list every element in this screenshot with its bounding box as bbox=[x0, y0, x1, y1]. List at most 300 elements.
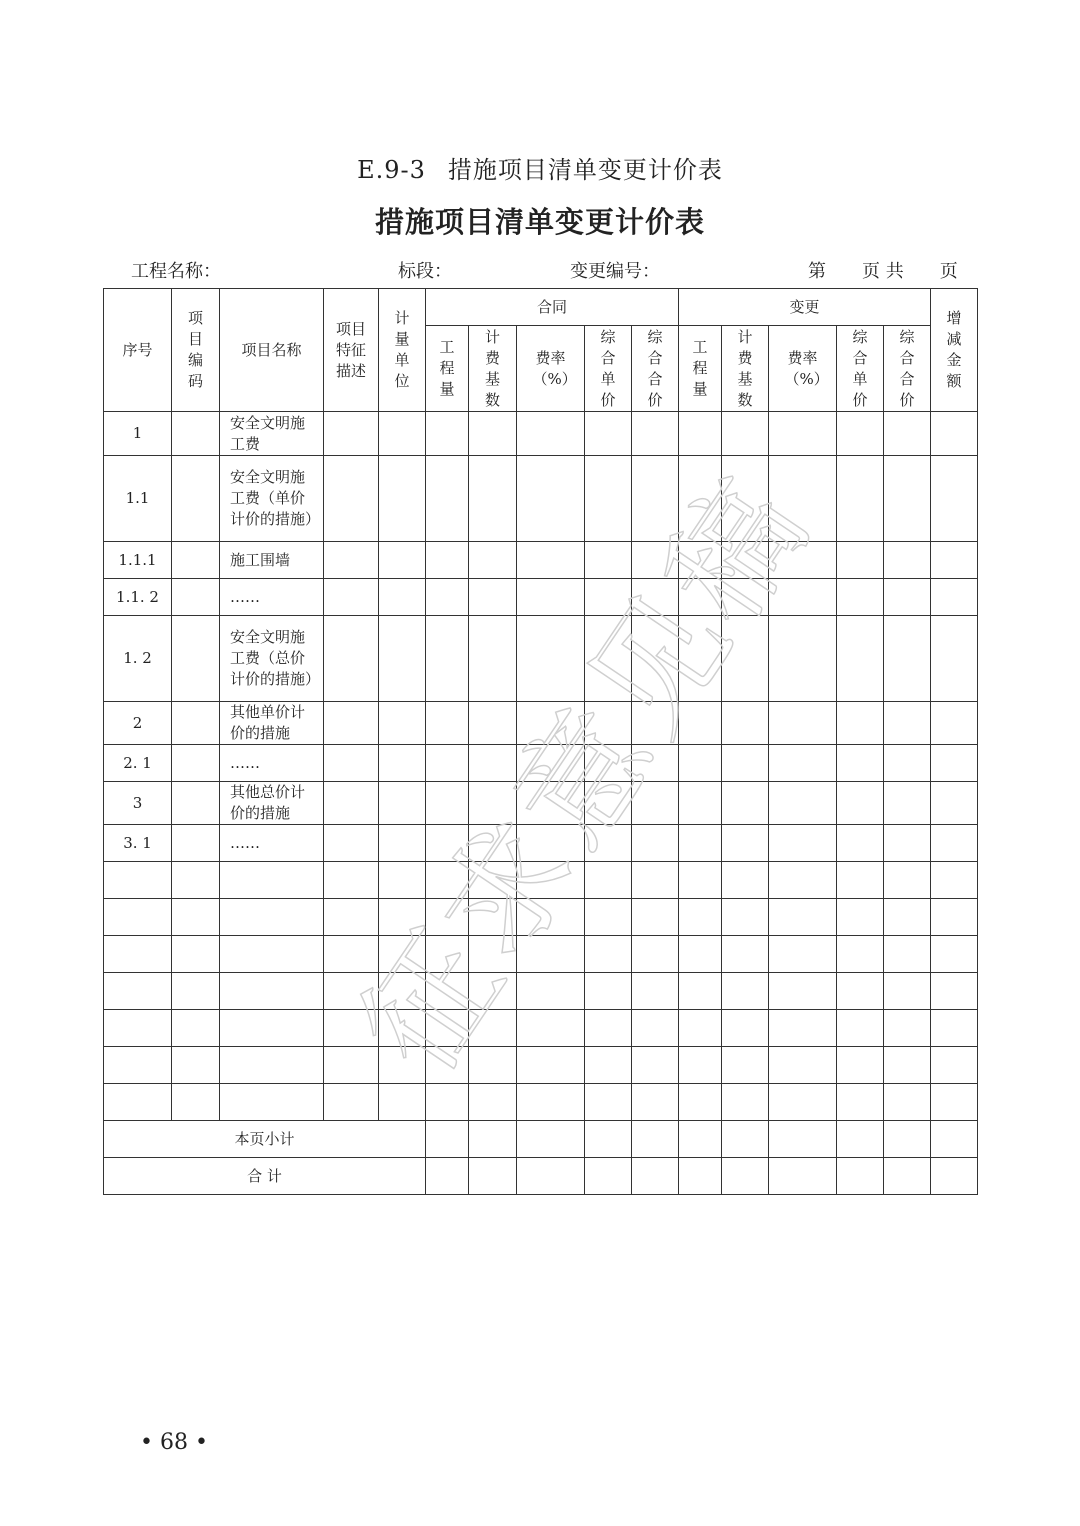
table-cell bbox=[679, 1121, 722, 1158]
table-cell bbox=[769, 1047, 837, 1084]
table-cell bbox=[585, 1121, 632, 1158]
table-cell bbox=[379, 782, 426, 825]
table-cell bbox=[884, 973, 931, 1010]
table-cell bbox=[722, 782, 769, 825]
table-row bbox=[104, 702, 978, 745]
table-cell bbox=[722, 745, 769, 782]
table-cell bbox=[585, 412, 632, 456]
table-cell bbox=[379, 702, 426, 745]
table-cell bbox=[931, 782, 978, 825]
table-cell bbox=[632, 899, 679, 936]
row-item-name bbox=[220, 973, 324, 1010]
table-cell bbox=[679, 702, 722, 745]
table-cell bbox=[324, 1047, 379, 1084]
watermark-text: 征求意见稿 bbox=[332, 450, 839, 1099]
table-cell bbox=[585, 579, 632, 616]
table-cell bbox=[884, 1084, 931, 1121]
table-cell bbox=[426, 412, 469, 456]
row-seq: 2 bbox=[104, 702, 172, 745]
table-cell bbox=[769, 899, 837, 936]
table-cell bbox=[722, 899, 769, 936]
table-row bbox=[104, 973, 978, 1010]
table-cell bbox=[426, 702, 469, 745]
table-cell bbox=[722, 412, 769, 456]
table-row bbox=[104, 899, 978, 936]
table-cell bbox=[426, 782, 469, 825]
table-cell bbox=[469, 973, 517, 1010]
table-cell bbox=[469, 745, 517, 782]
table-cell bbox=[722, 936, 769, 973]
header-contract: 合同 bbox=[426, 289, 679, 326]
table-cell bbox=[426, 616, 469, 702]
table-cell bbox=[585, 1084, 632, 1121]
table-row bbox=[104, 1047, 978, 1084]
table-cell bbox=[379, 745, 426, 782]
row-item-name: 其他总价计价的措施 bbox=[220, 782, 324, 825]
table-cell bbox=[884, 1158, 931, 1195]
header-row-top bbox=[104, 289, 978, 326]
table-cell bbox=[679, 1047, 722, 1084]
table-cell bbox=[679, 456, 722, 542]
row-seq: 2. 1 bbox=[104, 745, 172, 782]
table-cell bbox=[426, 1010, 469, 1047]
table-cell bbox=[379, 1084, 426, 1121]
row-seq bbox=[104, 936, 172, 973]
table-cell bbox=[585, 702, 632, 745]
table-cell bbox=[469, 862, 517, 899]
table-cell bbox=[931, 1121, 978, 1158]
table-cell bbox=[585, 862, 632, 899]
row-item-name: 安全文明施工费（单价计价的措施） bbox=[220, 456, 324, 542]
table-cell bbox=[324, 825, 379, 862]
table-cell bbox=[722, 702, 769, 745]
table-cell bbox=[884, 616, 931, 702]
table-cell bbox=[172, 936, 220, 973]
table-cell bbox=[172, 973, 220, 1010]
header-change-rate: 费率（%） bbox=[769, 326, 837, 412]
table-cell bbox=[517, 782, 585, 825]
table-cell bbox=[632, 1121, 679, 1158]
table-cell bbox=[931, 745, 978, 782]
table-cell bbox=[172, 579, 220, 616]
table-cell bbox=[931, 1047, 978, 1084]
table-cell bbox=[679, 1158, 722, 1195]
table-cell bbox=[517, 899, 585, 936]
total-row-label: 合 计 bbox=[104, 1158, 426, 1195]
table-row bbox=[104, 616, 978, 702]
table-cell bbox=[517, 1084, 585, 1121]
table-cell bbox=[324, 973, 379, 1010]
table-row bbox=[104, 1084, 978, 1121]
table-row bbox=[104, 456, 978, 542]
table-cell bbox=[172, 782, 220, 825]
table-cell bbox=[426, 542, 469, 579]
row-item-name: 安全文明施工费（总价计价的措施） bbox=[220, 616, 324, 702]
table-cell bbox=[379, 579, 426, 616]
row-seq bbox=[104, 1010, 172, 1047]
table-cell bbox=[679, 862, 722, 899]
table-cell bbox=[884, 1121, 931, 1158]
table-cell bbox=[884, 862, 931, 899]
header-change-quantity: 工程量 bbox=[679, 326, 722, 412]
table-cell bbox=[324, 1010, 379, 1047]
table-cell bbox=[469, 1047, 517, 1084]
table-cell bbox=[172, 862, 220, 899]
table-cell bbox=[469, 936, 517, 973]
table-cell bbox=[722, 825, 769, 862]
table-cell bbox=[837, 1121, 884, 1158]
table-cell bbox=[172, 412, 220, 456]
table-cell bbox=[426, 862, 469, 899]
table-cell bbox=[517, 745, 585, 782]
table-cell bbox=[172, 616, 220, 702]
table-cell bbox=[931, 1084, 978, 1121]
row-seq: 3. 1 bbox=[104, 825, 172, 862]
header-seq: 序号 bbox=[104, 289, 172, 412]
table-cell bbox=[469, 456, 517, 542]
table-cell bbox=[837, 973, 884, 1010]
table-cell bbox=[426, 1084, 469, 1121]
table-cell bbox=[517, 825, 585, 862]
table-cell bbox=[324, 899, 379, 936]
table-cell bbox=[884, 936, 931, 973]
table-cell bbox=[324, 412, 379, 456]
table-cell bbox=[632, 1084, 679, 1121]
table-cell bbox=[679, 825, 722, 862]
table-row bbox=[104, 862, 978, 899]
table-cell bbox=[324, 745, 379, 782]
header-change-base: 计费基数 bbox=[722, 326, 769, 412]
table-cell bbox=[632, 1010, 679, 1047]
table-cell bbox=[884, 1010, 931, 1047]
header-change-unit-price: 综合单价 bbox=[837, 326, 884, 412]
table-cell bbox=[769, 702, 837, 745]
total-row bbox=[104, 1158, 978, 1195]
table-cell bbox=[426, 1158, 469, 1195]
table-row bbox=[104, 745, 978, 782]
table-cell bbox=[379, 456, 426, 542]
table-cell bbox=[379, 1010, 426, 1047]
row-seq: 1. 2 bbox=[104, 616, 172, 702]
table-cell bbox=[837, 862, 884, 899]
table-cell bbox=[517, 936, 585, 973]
table-cell bbox=[679, 579, 722, 616]
page-number: • 68 • bbox=[140, 1430, 208, 1455]
table-cell bbox=[426, 579, 469, 616]
table-cell bbox=[679, 1084, 722, 1121]
table-cell bbox=[426, 973, 469, 1010]
table-cell bbox=[769, 862, 837, 899]
table-cell bbox=[585, 542, 632, 579]
table-cell bbox=[837, 825, 884, 862]
table-cell bbox=[722, 973, 769, 1010]
project-name-label: 工程名称： bbox=[131, 261, 221, 282]
header-contract-rate: 费率（%） bbox=[517, 326, 585, 412]
table-cell bbox=[426, 456, 469, 542]
table-cell bbox=[517, 579, 585, 616]
table-cell bbox=[769, 616, 837, 702]
table-cell bbox=[769, 825, 837, 862]
row-item-name bbox=[220, 936, 324, 973]
table-cell bbox=[884, 1047, 931, 1084]
table-cell bbox=[585, 1047, 632, 1084]
table-cell bbox=[769, 579, 837, 616]
table-cell bbox=[931, 702, 978, 745]
header-contract-total: 综合合价 bbox=[632, 326, 679, 412]
table-cell bbox=[679, 973, 722, 1010]
table-cell bbox=[769, 412, 837, 456]
table-cell bbox=[632, 1158, 679, 1195]
table-cell bbox=[769, 973, 837, 1010]
header-feature: 项目特征描述 bbox=[324, 289, 379, 412]
table-cell bbox=[837, 456, 884, 542]
table-row bbox=[104, 1010, 978, 1047]
table-cell bbox=[585, 745, 632, 782]
table-cell bbox=[172, 1084, 220, 1121]
page-title: 措施项目清单变更计价表 bbox=[374, 205, 705, 239]
table-cell bbox=[837, 782, 884, 825]
table-cell bbox=[517, 702, 585, 745]
table-row bbox=[104, 579, 978, 616]
table-cell bbox=[769, 1084, 837, 1121]
section-label: 标段： bbox=[398, 261, 452, 282]
table-cell bbox=[722, 579, 769, 616]
table-cell bbox=[517, 862, 585, 899]
table-cell bbox=[679, 616, 722, 702]
table-cell bbox=[469, 1010, 517, 1047]
table-cell bbox=[769, 1121, 837, 1158]
table-cell bbox=[632, 579, 679, 616]
page-count-label: 第 页 共 页 bbox=[808, 261, 958, 282]
table-cell bbox=[632, 936, 679, 973]
table-caption bbox=[0, 150, 1080, 185]
table-cell bbox=[769, 456, 837, 542]
table-cell bbox=[585, 825, 632, 862]
table-cell bbox=[837, 1047, 884, 1084]
caption-text: 措施项目清单变更计价表 bbox=[447, 156, 723, 184]
table-cell bbox=[837, 579, 884, 616]
row-item-name bbox=[220, 862, 324, 899]
table-cell bbox=[426, 825, 469, 862]
table-cell bbox=[632, 862, 679, 899]
table-cell bbox=[931, 1158, 978, 1195]
table-cell bbox=[585, 936, 632, 973]
header-contract-unit-price: 综合单价 bbox=[585, 326, 632, 412]
table-cell bbox=[722, 1084, 769, 1121]
table-cell bbox=[884, 782, 931, 825]
table-cell bbox=[517, 456, 585, 542]
table-cell bbox=[837, 1084, 884, 1121]
table-cell bbox=[379, 542, 426, 579]
table-cell bbox=[837, 702, 884, 745]
table-row bbox=[104, 542, 978, 579]
row-item-name: 安全文明施工费 bbox=[220, 412, 324, 456]
table-cell bbox=[585, 616, 632, 702]
table-cell bbox=[172, 825, 220, 862]
table-cell bbox=[837, 745, 884, 782]
change-number-label: 变更编号： bbox=[570, 261, 660, 282]
table-cell bbox=[769, 745, 837, 782]
row-item-name bbox=[220, 1047, 324, 1084]
row-seq bbox=[104, 899, 172, 936]
table-cell bbox=[172, 542, 220, 579]
table-body bbox=[104, 289, 978, 1195]
table-cell bbox=[469, 702, 517, 745]
header-contract-quantity: 工程量 bbox=[426, 326, 469, 412]
table-cell bbox=[884, 412, 931, 456]
table-cell bbox=[632, 616, 679, 702]
row-seq: 1.1. 2 bbox=[104, 579, 172, 616]
subtotal-row bbox=[104, 1121, 978, 1158]
table-cell bbox=[469, 616, 517, 702]
table-cell bbox=[324, 1084, 379, 1121]
table-cell bbox=[837, 936, 884, 973]
table-cell bbox=[884, 579, 931, 616]
table-cell bbox=[379, 616, 426, 702]
table-cell bbox=[517, 1010, 585, 1047]
table-cell bbox=[884, 899, 931, 936]
table-cell bbox=[324, 782, 379, 825]
table-cell bbox=[679, 745, 722, 782]
row-item-name: …… bbox=[220, 579, 324, 616]
table-cell bbox=[324, 702, 379, 745]
row-item-name bbox=[220, 1084, 324, 1121]
table-cell bbox=[324, 579, 379, 616]
table-cell bbox=[931, 412, 978, 456]
table-row bbox=[104, 412, 978, 456]
row-seq bbox=[104, 1047, 172, 1084]
table-cell bbox=[517, 616, 585, 702]
table-cell bbox=[517, 1121, 585, 1158]
table-cell bbox=[884, 745, 931, 782]
table-cell bbox=[931, 899, 978, 936]
table-cell bbox=[469, 542, 517, 579]
header-contract-base: 计费基数 bbox=[469, 326, 517, 412]
table-cell bbox=[469, 825, 517, 862]
table-cell bbox=[837, 899, 884, 936]
table-cell bbox=[884, 702, 931, 745]
table-cell bbox=[837, 1158, 884, 1195]
table-cell bbox=[931, 936, 978, 973]
table-cell bbox=[426, 1047, 469, 1084]
table-cell bbox=[379, 412, 426, 456]
table-cell bbox=[769, 1010, 837, 1047]
table-cell bbox=[426, 745, 469, 782]
row-seq: 1 bbox=[104, 412, 172, 456]
table-cell bbox=[769, 936, 837, 973]
table-cell bbox=[722, 1047, 769, 1084]
table-row bbox=[104, 782, 978, 825]
row-seq: 3 bbox=[104, 782, 172, 825]
table-cell bbox=[585, 973, 632, 1010]
header-delta: 增减金额 bbox=[931, 289, 978, 412]
table-cell bbox=[585, 1158, 632, 1195]
table-cell bbox=[172, 456, 220, 542]
row-item-name: 施工围墙 bbox=[220, 542, 324, 579]
table-cell bbox=[679, 542, 722, 579]
table-cell bbox=[517, 973, 585, 1010]
table-cell bbox=[469, 1158, 517, 1195]
table-cell bbox=[469, 1121, 517, 1158]
row-seq: 1.1 bbox=[104, 456, 172, 542]
table-cell bbox=[632, 973, 679, 1010]
table-cell bbox=[632, 456, 679, 542]
header-code: 项目编码 bbox=[172, 289, 220, 412]
table-cell bbox=[722, 1121, 769, 1158]
row-seq bbox=[104, 973, 172, 1010]
header-unit: 计量单位 bbox=[379, 289, 426, 412]
table-cell bbox=[884, 456, 931, 542]
table-row bbox=[104, 825, 978, 862]
table-row bbox=[104, 936, 978, 973]
table-cell bbox=[426, 1121, 469, 1158]
row-seq bbox=[104, 1084, 172, 1121]
table-cell bbox=[931, 973, 978, 1010]
table-cell bbox=[632, 782, 679, 825]
row-seq bbox=[104, 862, 172, 899]
header-change-total: 综合合价 bbox=[884, 326, 931, 412]
table-cell bbox=[172, 702, 220, 745]
table-cell bbox=[379, 825, 426, 862]
table-cell bbox=[324, 862, 379, 899]
table-cell bbox=[931, 579, 978, 616]
table-cell bbox=[679, 936, 722, 973]
table-cell bbox=[632, 702, 679, 745]
table-cell bbox=[769, 782, 837, 825]
table-cell bbox=[469, 1084, 517, 1121]
table-cell bbox=[517, 1158, 585, 1195]
table-cell bbox=[769, 1158, 837, 1195]
table-cell bbox=[722, 862, 769, 899]
table-cell bbox=[884, 825, 931, 862]
table-cell bbox=[722, 456, 769, 542]
table-cell bbox=[585, 1010, 632, 1047]
row-item-name bbox=[220, 899, 324, 936]
table-cell bbox=[379, 899, 426, 936]
table-cell bbox=[722, 1010, 769, 1047]
table-cell bbox=[469, 412, 517, 456]
header-change: 变更 bbox=[679, 289, 931, 326]
row-item-name: …… bbox=[220, 825, 324, 862]
table-cell bbox=[931, 1010, 978, 1047]
table-cell bbox=[632, 825, 679, 862]
table-cell bbox=[837, 616, 884, 702]
table-cell bbox=[931, 616, 978, 702]
table-cell bbox=[722, 1158, 769, 1195]
table-cell bbox=[585, 456, 632, 542]
table-cell bbox=[931, 456, 978, 542]
table-cell bbox=[679, 1010, 722, 1047]
table-cell bbox=[379, 862, 426, 899]
table-cell bbox=[324, 456, 379, 542]
table-cell bbox=[931, 825, 978, 862]
table-cell bbox=[837, 1010, 884, 1047]
table-cell bbox=[324, 936, 379, 973]
table-cell bbox=[679, 782, 722, 825]
change-pricing-table bbox=[103, 288, 978, 1195]
table-cell bbox=[769, 542, 837, 579]
subtotal-row-label: 本页小计 bbox=[104, 1121, 426, 1158]
table-cell bbox=[426, 899, 469, 936]
table-cell bbox=[172, 1047, 220, 1084]
table-cell bbox=[679, 412, 722, 456]
table-cell bbox=[679, 899, 722, 936]
table-cell bbox=[426, 936, 469, 973]
table-cell bbox=[469, 579, 517, 616]
header-name: 项目名称 bbox=[220, 289, 324, 412]
table-cell bbox=[172, 899, 220, 936]
table-cell bbox=[722, 542, 769, 579]
